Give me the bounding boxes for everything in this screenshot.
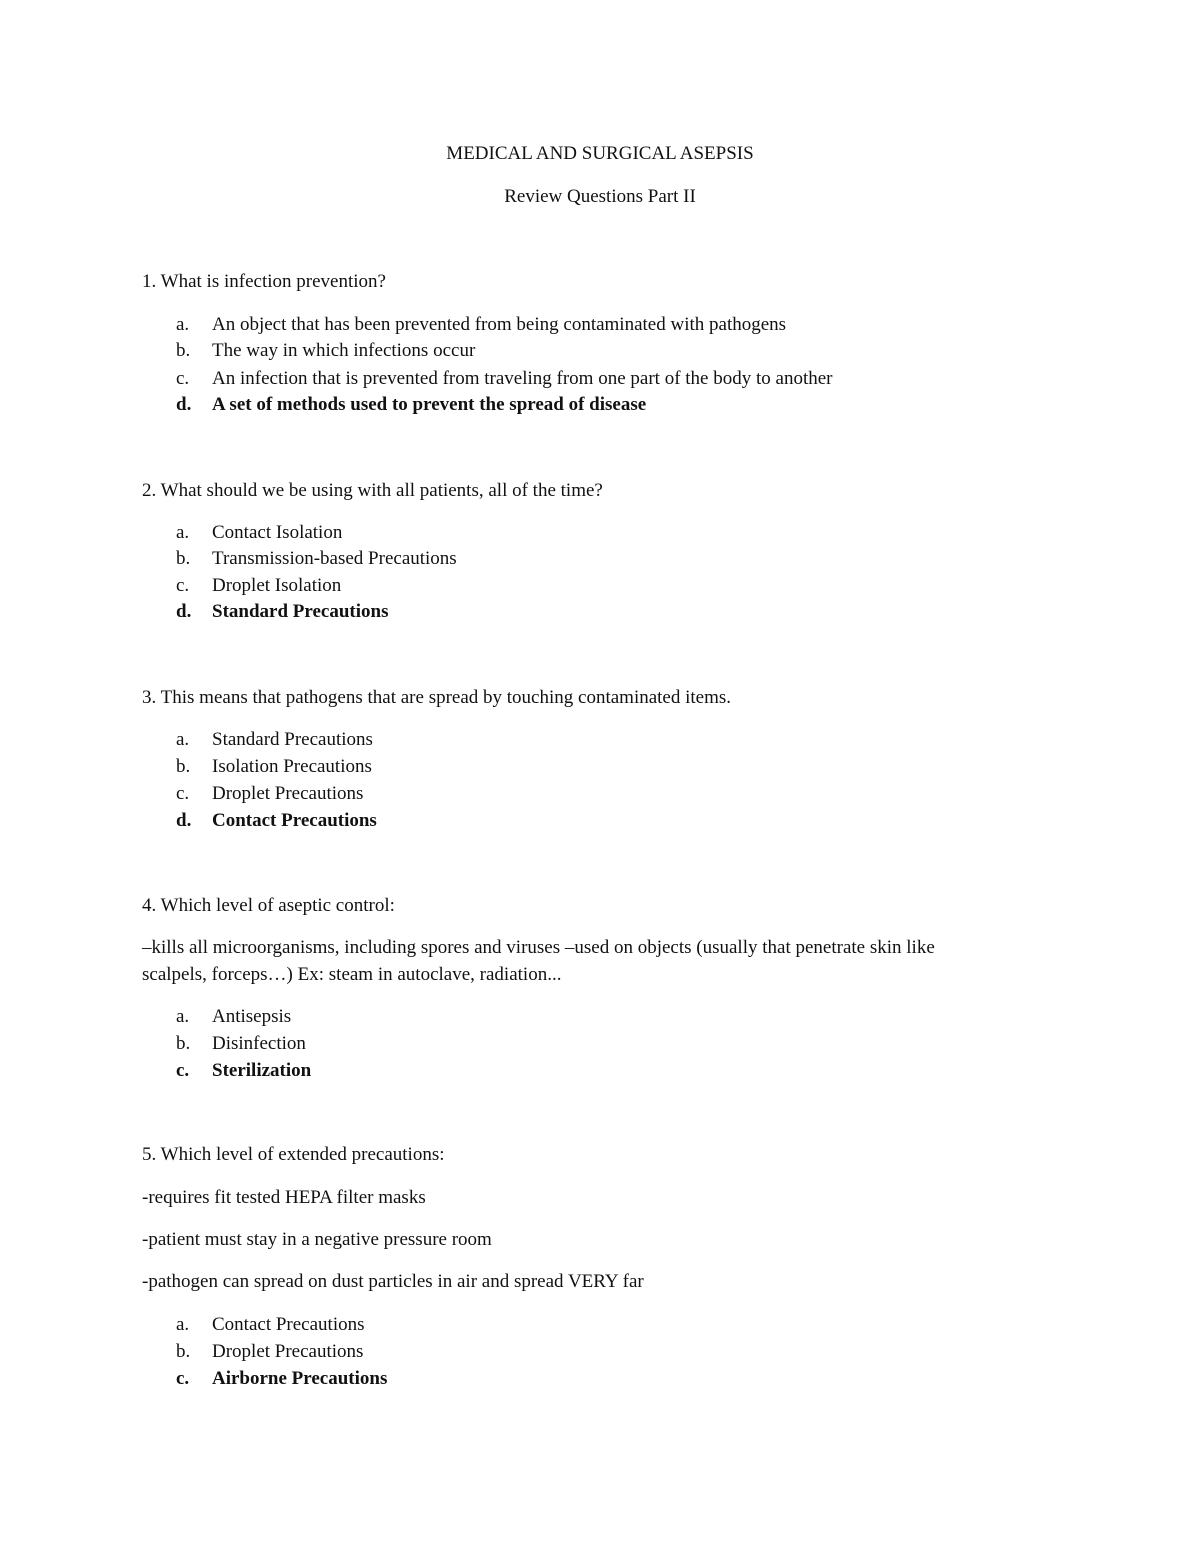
option-text: Contact Precautions bbox=[212, 1314, 365, 1335]
option-text: An infection that is prevented from traveling from one part of the body to another bbox=[212, 368, 833, 389]
option-text: Transmission-based Precautions bbox=[212, 548, 457, 569]
question-3-prompt: 3. This means that pathogens that are spread by touching contaminated items. bbox=[142, 687, 732, 708]
option-text: Contact Isolation bbox=[212, 522, 343, 543]
option-letter: a. bbox=[176, 1314, 190, 1335]
option-text: Droplet Isolation bbox=[212, 575, 342, 596]
question-5-prompt: 5. Which level of extended precautions: bbox=[142, 1144, 445, 1165]
question-5-detail: -requires fit tested HEPA filter masks bbox=[142, 1187, 426, 1208]
option-letter: a. bbox=[176, 1006, 190, 1027]
option-letter: a. bbox=[176, 729, 190, 750]
option-letter: b. bbox=[176, 1033, 191, 1054]
question-4-prompt: 4. Which level of aseptic control: bbox=[142, 895, 395, 916]
option-text: The way in which infections occur bbox=[212, 340, 476, 361]
option-letter: a. bbox=[176, 314, 190, 335]
question-1-prompt: 1. What is infection prevention? bbox=[142, 271, 386, 292]
option-text: Isolation Precautions bbox=[212, 756, 372, 777]
correct-option-text: Standard Precautions bbox=[212, 601, 389, 622]
correct-option-text: Sterilization bbox=[212, 1060, 312, 1081]
correct-option-letter: d. bbox=[176, 601, 192, 622]
option-text: Antisepsis bbox=[212, 1006, 292, 1027]
option-letter: b. bbox=[176, 1341, 191, 1362]
option-letter: c. bbox=[176, 368, 190, 389]
correct-option-text: Airborne Precautions bbox=[212, 1368, 388, 1389]
question-2-prompt: 2. What should we be using with all patients, all of the time? bbox=[142, 480, 603, 501]
option-letter: c. bbox=[176, 783, 190, 804]
option-letter: b. bbox=[176, 548, 191, 569]
option-letter: b. bbox=[176, 340, 191, 361]
document-subtitle: Review Questions Part II bbox=[504, 186, 696, 207]
option-text: Droplet Precautions bbox=[212, 1341, 364, 1362]
question-5-detail: -pathogen can spread on dust particles in air and spread VERY far bbox=[142, 1271, 644, 1292]
correct-option-letter: c. bbox=[176, 1368, 190, 1389]
option-text: An object that has been prevented from being contaminated with pathogens bbox=[212, 314, 787, 335]
option-letter: a. bbox=[176, 522, 190, 543]
correct-option-letter: d. bbox=[176, 810, 192, 831]
option-text: Standard Precautions bbox=[212, 729, 373, 750]
question-4-detail: scalpels, forceps…) Ex: steam in autoclave, radiation... bbox=[142, 964, 562, 985]
option-text: Disinfection bbox=[212, 1033, 306, 1054]
document-title: MEDICAL AND SURGICAL ASEPSIS bbox=[446, 143, 754, 164]
correct-option-letter: c. bbox=[176, 1060, 190, 1081]
correct-option-text: Contact Precautions bbox=[212, 810, 377, 831]
correct-option-text: A set of methods used to prevent the spread of disease bbox=[212, 394, 647, 415]
option-text: Droplet Precautions bbox=[212, 783, 364, 804]
correct-option-letter: d. bbox=[176, 394, 192, 415]
question-4-detail: –kills all microorganisms, including spores and viruses –used on objects (usually that penetrate skin like bbox=[142, 937, 935, 958]
option-letter: b. bbox=[176, 756, 191, 777]
option-letter: c. bbox=[176, 575, 190, 596]
question-5-detail: -patient must stay in a negative pressure room bbox=[142, 1229, 492, 1250]
